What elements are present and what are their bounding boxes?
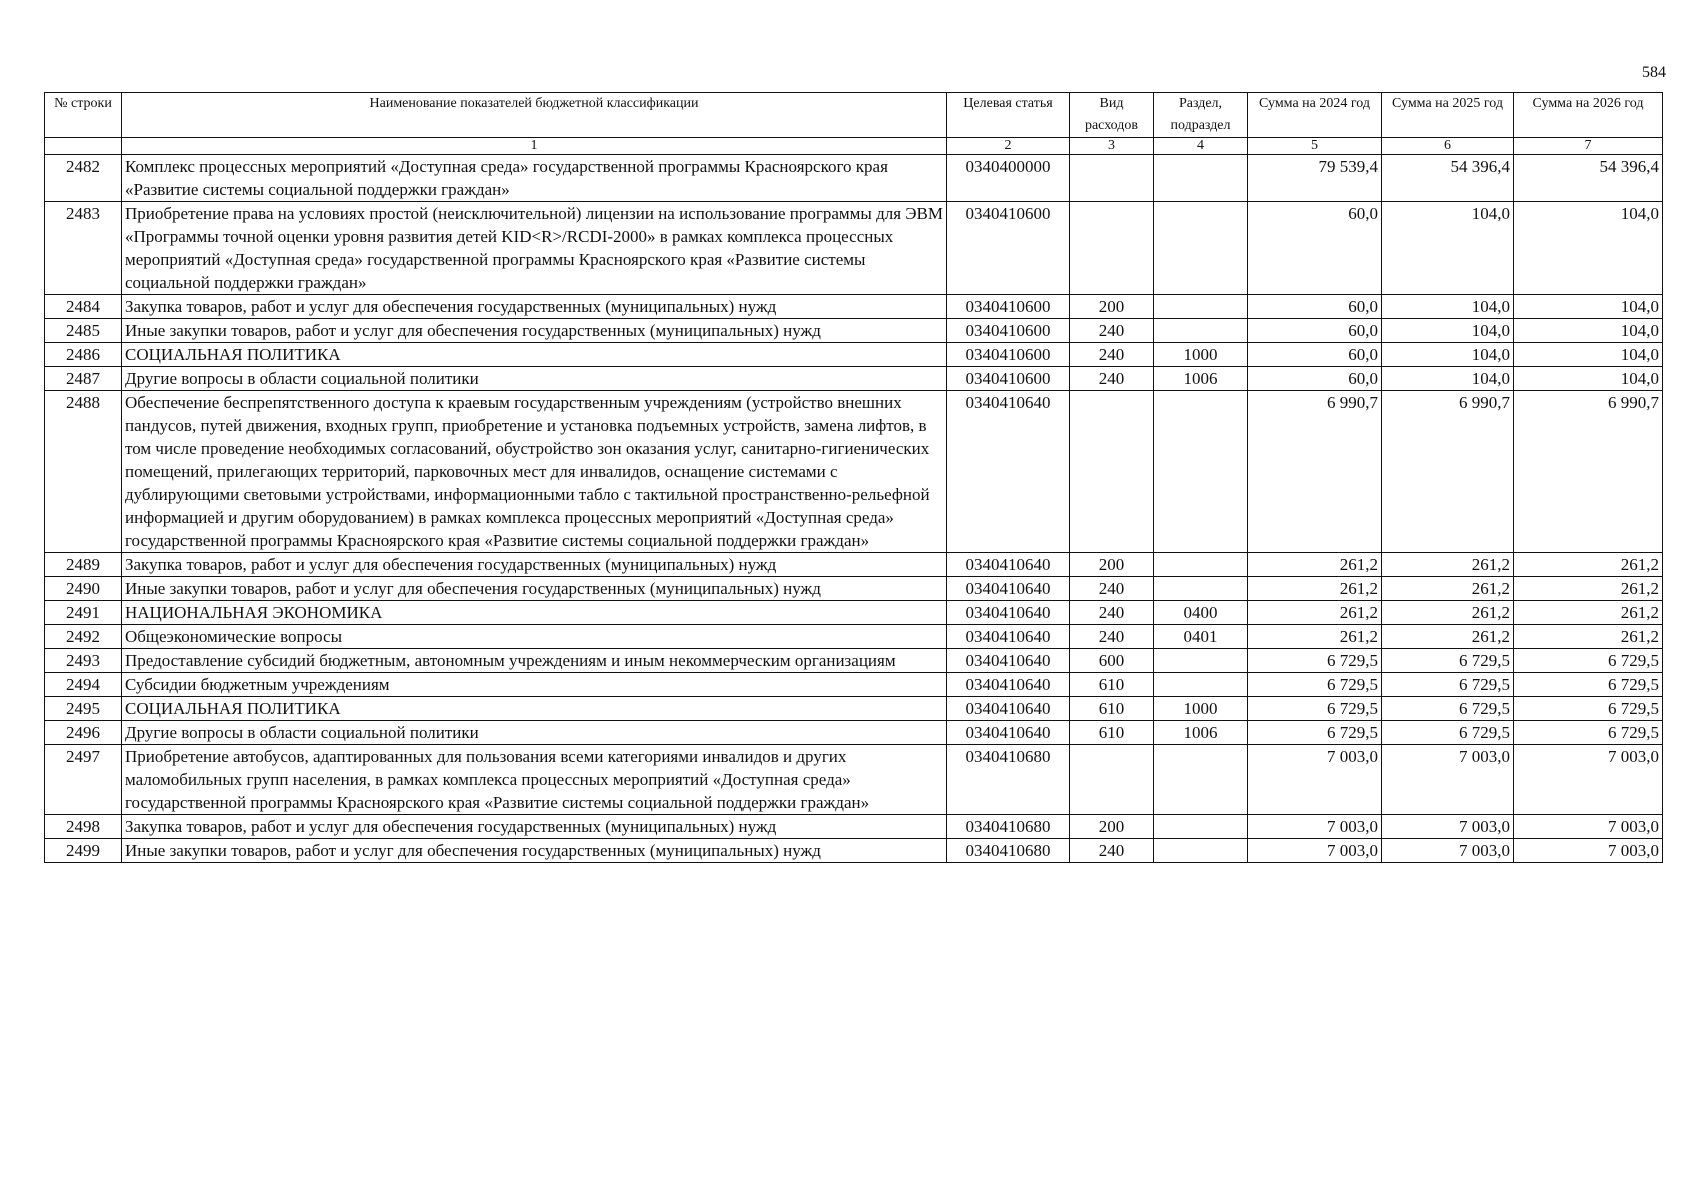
- header-2024: Сумма на 2024 год: [1248, 93, 1382, 138]
- row-amount-2025: 104,0: [1382, 319, 1514, 343]
- row-number: 2499: [45, 839, 122, 863]
- row-expense-type: [1070, 202, 1154, 295]
- row-amount-2024: 7 003,0: [1248, 839, 1382, 863]
- table-row: [45, 391, 1663, 553]
- row-amount-2025: 6 729,5: [1382, 721, 1514, 745]
- column-number: 5: [1248, 138, 1382, 155]
- table-row: [45, 625, 1663, 649]
- budget-table: [44, 92, 1663, 863]
- column-number: 4: [1154, 138, 1248, 155]
- row-amount-2026: 261,2: [1514, 553, 1663, 577]
- row-number: 2485: [45, 319, 122, 343]
- row-expense-type: 240: [1070, 577, 1154, 601]
- table-row: [45, 673, 1663, 697]
- row-amount-2025: 7 003,0: [1382, 839, 1514, 863]
- row-amount-2024: 7 003,0: [1248, 815, 1382, 839]
- row-expense-type: 240: [1070, 625, 1154, 649]
- row-name: Закупка товаров, работ и услуг для обеспечения государственных (муниципальных) нужд: [122, 815, 947, 839]
- row-amount-2026: 104,0: [1514, 343, 1663, 367]
- row-amount-2024: 6 729,5: [1248, 697, 1382, 721]
- table-row: [45, 721, 1663, 745]
- row-target-article: 0340400000: [947, 155, 1070, 202]
- row-target-article: 0340410640: [947, 553, 1070, 577]
- row-amount-2025: 6 990,7: [1382, 391, 1514, 553]
- row-amount-2026: 6 729,5: [1514, 721, 1663, 745]
- row-target-article: 0340410640: [947, 721, 1070, 745]
- table-row: [45, 367, 1663, 391]
- row-amount-2025: 104,0: [1382, 343, 1514, 367]
- row-amount-2026: 7 003,0: [1514, 815, 1663, 839]
- column-number: 2: [947, 138, 1070, 155]
- row-number: 2483: [45, 202, 122, 295]
- row-number: 2484: [45, 295, 122, 319]
- row-name: Субсидии бюджетным учреждениям: [122, 673, 947, 697]
- row-section: 1000: [1154, 697, 1248, 721]
- row-section: 0400: [1154, 601, 1248, 625]
- row-section: [1154, 295, 1248, 319]
- row-name: Предоставление субсидий бюджетным, автономным учреждениям и иным некоммерческим организациям: [122, 649, 947, 673]
- row-amount-2024: 6 990,7: [1248, 391, 1382, 553]
- row-amount-2026: 6 729,5: [1514, 673, 1663, 697]
- row-target-article: 0340410640: [947, 601, 1070, 625]
- row-name: СОЦИАЛЬНАЯ ПОЛИТИКА: [122, 697, 947, 721]
- row-number: 2490: [45, 577, 122, 601]
- table-row: [45, 649, 1663, 673]
- header-2026: Сумма на 2026 год: [1514, 93, 1663, 138]
- table-row: [45, 319, 1663, 343]
- row-amount-2026: 6 729,5: [1514, 649, 1663, 673]
- column-number-row: [45, 138, 1663, 155]
- row-amount-2026: 261,2: [1514, 577, 1663, 601]
- row-amount-2026: 104,0: [1514, 202, 1663, 295]
- column-number: 7: [1514, 138, 1663, 155]
- table-row: [45, 697, 1663, 721]
- row-amount-2024: 79 539,4: [1248, 155, 1382, 202]
- column-number: 3: [1070, 138, 1154, 155]
- table-row: [45, 815, 1663, 839]
- row-name: Иные закупки товаров, работ и услуг для обеспечения государственных (муниципальных) нужд: [122, 577, 947, 601]
- row-name: Иные закупки товаров, работ и услуг для обеспечения государственных (муниципальных) нужд: [122, 319, 947, 343]
- row-section: [1154, 391, 1248, 553]
- row-target-article: 0340410640: [947, 697, 1070, 721]
- table-row: [45, 553, 1663, 577]
- row-amount-2026: 261,2: [1514, 625, 1663, 649]
- row-number: 2491: [45, 601, 122, 625]
- row-section: 1000: [1154, 343, 1248, 367]
- row-section: [1154, 745, 1248, 815]
- row-amount-2026: 104,0: [1514, 295, 1663, 319]
- row-amount-2024: 60,0: [1248, 202, 1382, 295]
- row-amount-2025: 6 729,5: [1382, 649, 1514, 673]
- row-amount-2024: 60,0: [1248, 295, 1382, 319]
- page-number: 584: [1642, 64, 1666, 81]
- table-row: [45, 155, 1663, 202]
- row-amount-2024: 6 729,5: [1248, 649, 1382, 673]
- row-expense-type: 610: [1070, 673, 1154, 697]
- row-amount-2024: 261,2: [1248, 577, 1382, 601]
- row-name: Другие вопросы в области социальной политики: [122, 367, 947, 391]
- table-row: [45, 343, 1663, 367]
- row-target-article: 0340410600: [947, 319, 1070, 343]
- row-target-article: 0340410640: [947, 625, 1070, 649]
- row-section: 1006: [1154, 721, 1248, 745]
- row-target-article: 0340410600: [947, 202, 1070, 295]
- row-amount-2024: 60,0: [1248, 319, 1382, 343]
- row-amount-2025: 104,0: [1382, 367, 1514, 391]
- row-number: 2487: [45, 367, 122, 391]
- row-name: Обеспечение беспрепятственного доступа к краевым государственным учреждениям (устройство внешних пандусов, путей движения, входных групп, приобретение и установка подъемных устройств, замена лифтов, в том числе проведение необходимых согласований, обустройство зон оказания услуг, санитарно-гигиенических помещений, прилегающих территорий, парковочных мест для инвалидов, оснащение системами с дублирующими световыми устройствами, информационными табло с тактильной пространственно-рельефной информацией и другим оборудованием) в рамках комплекса процессных мероприятий «Доступная среда» государственной программы Красноярского края «Развитие системы социальной поддержки граждан»: [122, 391, 947, 553]
- row-name: Комплекс процессных мероприятий «Доступная среда» государственной программы Красноярского края «Развитие системы социальной поддержки граждан»: [122, 155, 947, 202]
- row-expense-type: 610: [1070, 697, 1154, 721]
- header-num: № строки: [45, 93, 122, 138]
- row-number: 2496: [45, 721, 122, 745]
- row-expense-type: 240: [1070, 601, 1154, 625]
- header-vid: Вид расходов: [1070, 93, 1154, 138]
- table-row: [45, 202, 1663, 295]
- row-name: Иные закупки товаров, работ и услуг для обеспечения государственных (муниципальных) нужд: [122, 839, 947, 863]
- row-amount-2026: 261,2: [1514, 601, 1663, 625]
- row-amount-2024: 6 729,5: [1248, 673, 1382, 697]
- table-header: [45, 93, 1663, 155]
- row-expense-type: 200: [1070, 815, 1154, 839]
- row-target-article: 0340410640: [947, 577, 1070, 601]
- row-number: 2492: [45, 625, 122, 649]
- row-section: [1154, 202, 1248, 295]
- row-target-article: 0340410680: [947, 815, 1070, 839]
- row-number: 2493: [45, 649, 122, 673]
- row-amount-2024: 6 729,5: [1248, 721, 1382, 745]
- row-amount-2026: 7 003,0: [1514, 839, 1663, 863]
- row-section: [1154, 553, 1248, 577]
- row-section: 0401: [1154, 625, 1248, 649]
- row-section: [1154, 815, 1248, 839]
- row-amount-2026: 7 003,0: [1514, 745, 1663, 815]
- table-row: [45, 577, 1663, 601]
- row-amount-2024: 261,2: [1248, 553, 1382, 577]
- row-amount-2025: 6 729,5: [1382, 673, 1514, 697]
- row-target-article: 0340410600: [947, 367, 1070, 391]
- row-target-article: 0340410640: [947, 673, 1070, 697]
- row-number: 2498: [45, 815, 122, 839]
- table-body: [45, 155, 1663, 863]
- table-row: [45, 601, 1663, 625]
- row-number: 2482: [45, 155, 122, 202]
- row-amount-2024: 261,2: [1248, 601, 1382, 625]
- header-row: [45, 93, 1663, 138]
- row-expense-type: [1070, 391, 1154, 553]
- row-target-article: 0340410680: [947, 839, 1070, 863]
- table-row: [45, 745, 1663, 815]
- row-expense-type: 600: [1070, 649, 1154, 673]
- row-target-article: 0340410680: [947, 745, 1070, 815]
- row-amount-2025: 104,0: [1382, 295, 1514, 319]
- row-amount-2026: 6 729,5: [1514, 697, 1663, 721]
- row-amount-2025: 261,2: [1382, 601, 1514, 625]
- row-amount-2025: 7 003,0: [1382, 815, 1514, 839]
- row-section: [1154, 319, 1248, 343]
- row-number: 2497: [45, 745, 122, 815]
- row-expense-type: 240: [1070, 367, 1154, 391]
- row-amount-2024: 60,0: [1248, 367, 1382, 391]
- row-target-article: 0340410640: [947, 391, 1070, 553]
- row-amount-2025: 6 729,5: [1382, 697, 1514, 721]
- row-expense-type: 240: [1070, 839, 1154, 863]
- column-number-blank: [45, 138, 122, 155]
- row-amount-2024: 60,0: [1248, 343, 1382, 367]
- row-expense-type: 200: [1070, 553, 1154, 577]
- row-amount-2026: 104,0: [1514, 319, 1663, 343]
- row-amount-2026: 6 990,7: [1514, 391, 1663, 553]
- row-amount-2026: 54 396,4: [1514, 155, 1663, 202]
- row-target-article: 0340410600: [947, 343, 1070, 367]
- row-name: Закупка товаров, работ и услуг для обеспечения государственных (муниципальных) нужд: [122, 553, 947, 577]
- row-amount-2025: 261,2: [1382, 553, 1514, 577]
- row-section: [1154, 673, 1248, 697]
- column-number: 1: [122, 138, 947, 155]
- row-name: Приобретение автобусов, адаптированных для пользования всеми категориями инвалидов и других маломобильных групп населения, в рамках комплекса процессных мероприятий «Доступная среда» государственной программы Красноярского края «Развитие системы социальной поддержки граждан»: [122, 745, 947, 815]
- row-expense-type: 240: [1070, 319, 1154, 343]
- header-2025: Сумма на 2025 год: [1382, 93, 1514, 138]
- row-section: 1006: [1154, 367, 1248, 391]
- row-name: СОЦИАЛЬНАЯ ПОЛИТИКА: [122, 343, 947, 367]
- row-target-article: 0340410600: [947, 295, 1070, 319]
- row-amount-2026: 104,0: [1514, 367, 1663, 391]
- row-name: НАЦИОНАЛЬНАЯ ЭКОНОМИКА: [122, 601, 947, 625]
- row-number: 2489: [45, 553, 122, 577]
- row-amount-2025: 54 396,4: [1382, 155, 1514, 202]
- row-expense-type: [1070, 745, 1154, 815]
- row-amount-2024: 261,2: [1248, 625, 1382, 649]
- row-name: Общеэкономические вопросы: [122, 625, 947, 649]
- column-number: 6: [1382, 138, 1514, 155]
- row-section: [1154, 649, 1248, 673]
- header-name: Наименование показателей бюджетной классификации: [122, 93, 947, 138]
- table-row: [45, 839, 1663, 863]
- row-section: [1154, 577, 1248, 601]
- header-razdel: Раздел, подраздел: [1154, 93, 1248, 138]
- row-number: 2494: [45, 673, 122, 697]
- row-amount-2024: 7 003,0: [1248, 745, 1382, 815]
- row-amount-2025: 104,0: [1382, 202, 1514, 295]
- header-code: Целевая статья: [947, 93, 1070, 138]
- row-number: 2486: [45, 343, 122, 367]
- table-row: [45, 295, 1663, 319]
- row-expense-type: [1070, 155, 1154, 202]
- row-expense-type: 200: [1070, 295, 1154, 319]
- row-number: 2488: [45, 391, 122, 553]
- row-number: 2495: [45, 697, 122, 721]
- row-expense-type: 610: [1070, 721, 1154, 745]
- row-name: Закупка товаров, работ и услуг для обеспечения государственных (муниципальных) нужд: [122, 295, 947, 319]
- row-amount-2025: 261,2: [1382, 577, 1514, 601]
- row-target-article: 0340410640: [947, 649, 1070, 673]
- row-expense-type: 240: [1070, 343, 1154, 367]
- row-amount-2025: 261,2: [1382, 625, 1514, 649]
- row-section: [1154, 155, 1248, 202]
- row-name: Приобретение права на условиях простой (неисключительной) лицензии на использование программы для ЭВМ «Программы точной оценки уровня развития детей KID<R>/RCDI-2000» в рамках комплекса процессных мероприятий «Доступная среда» государственной программы Красноярского края «Развитие системы социальной поддержки граждан»: [122, 202, 947, 295]
- row-section: [1154, 839, 1248, 863]
- row-name: Другие вопросы в области социальной политики: [122, 721, 947, 745]
- row-amount-2025: 7 003,0: [1382, 745, 1514, 815]
